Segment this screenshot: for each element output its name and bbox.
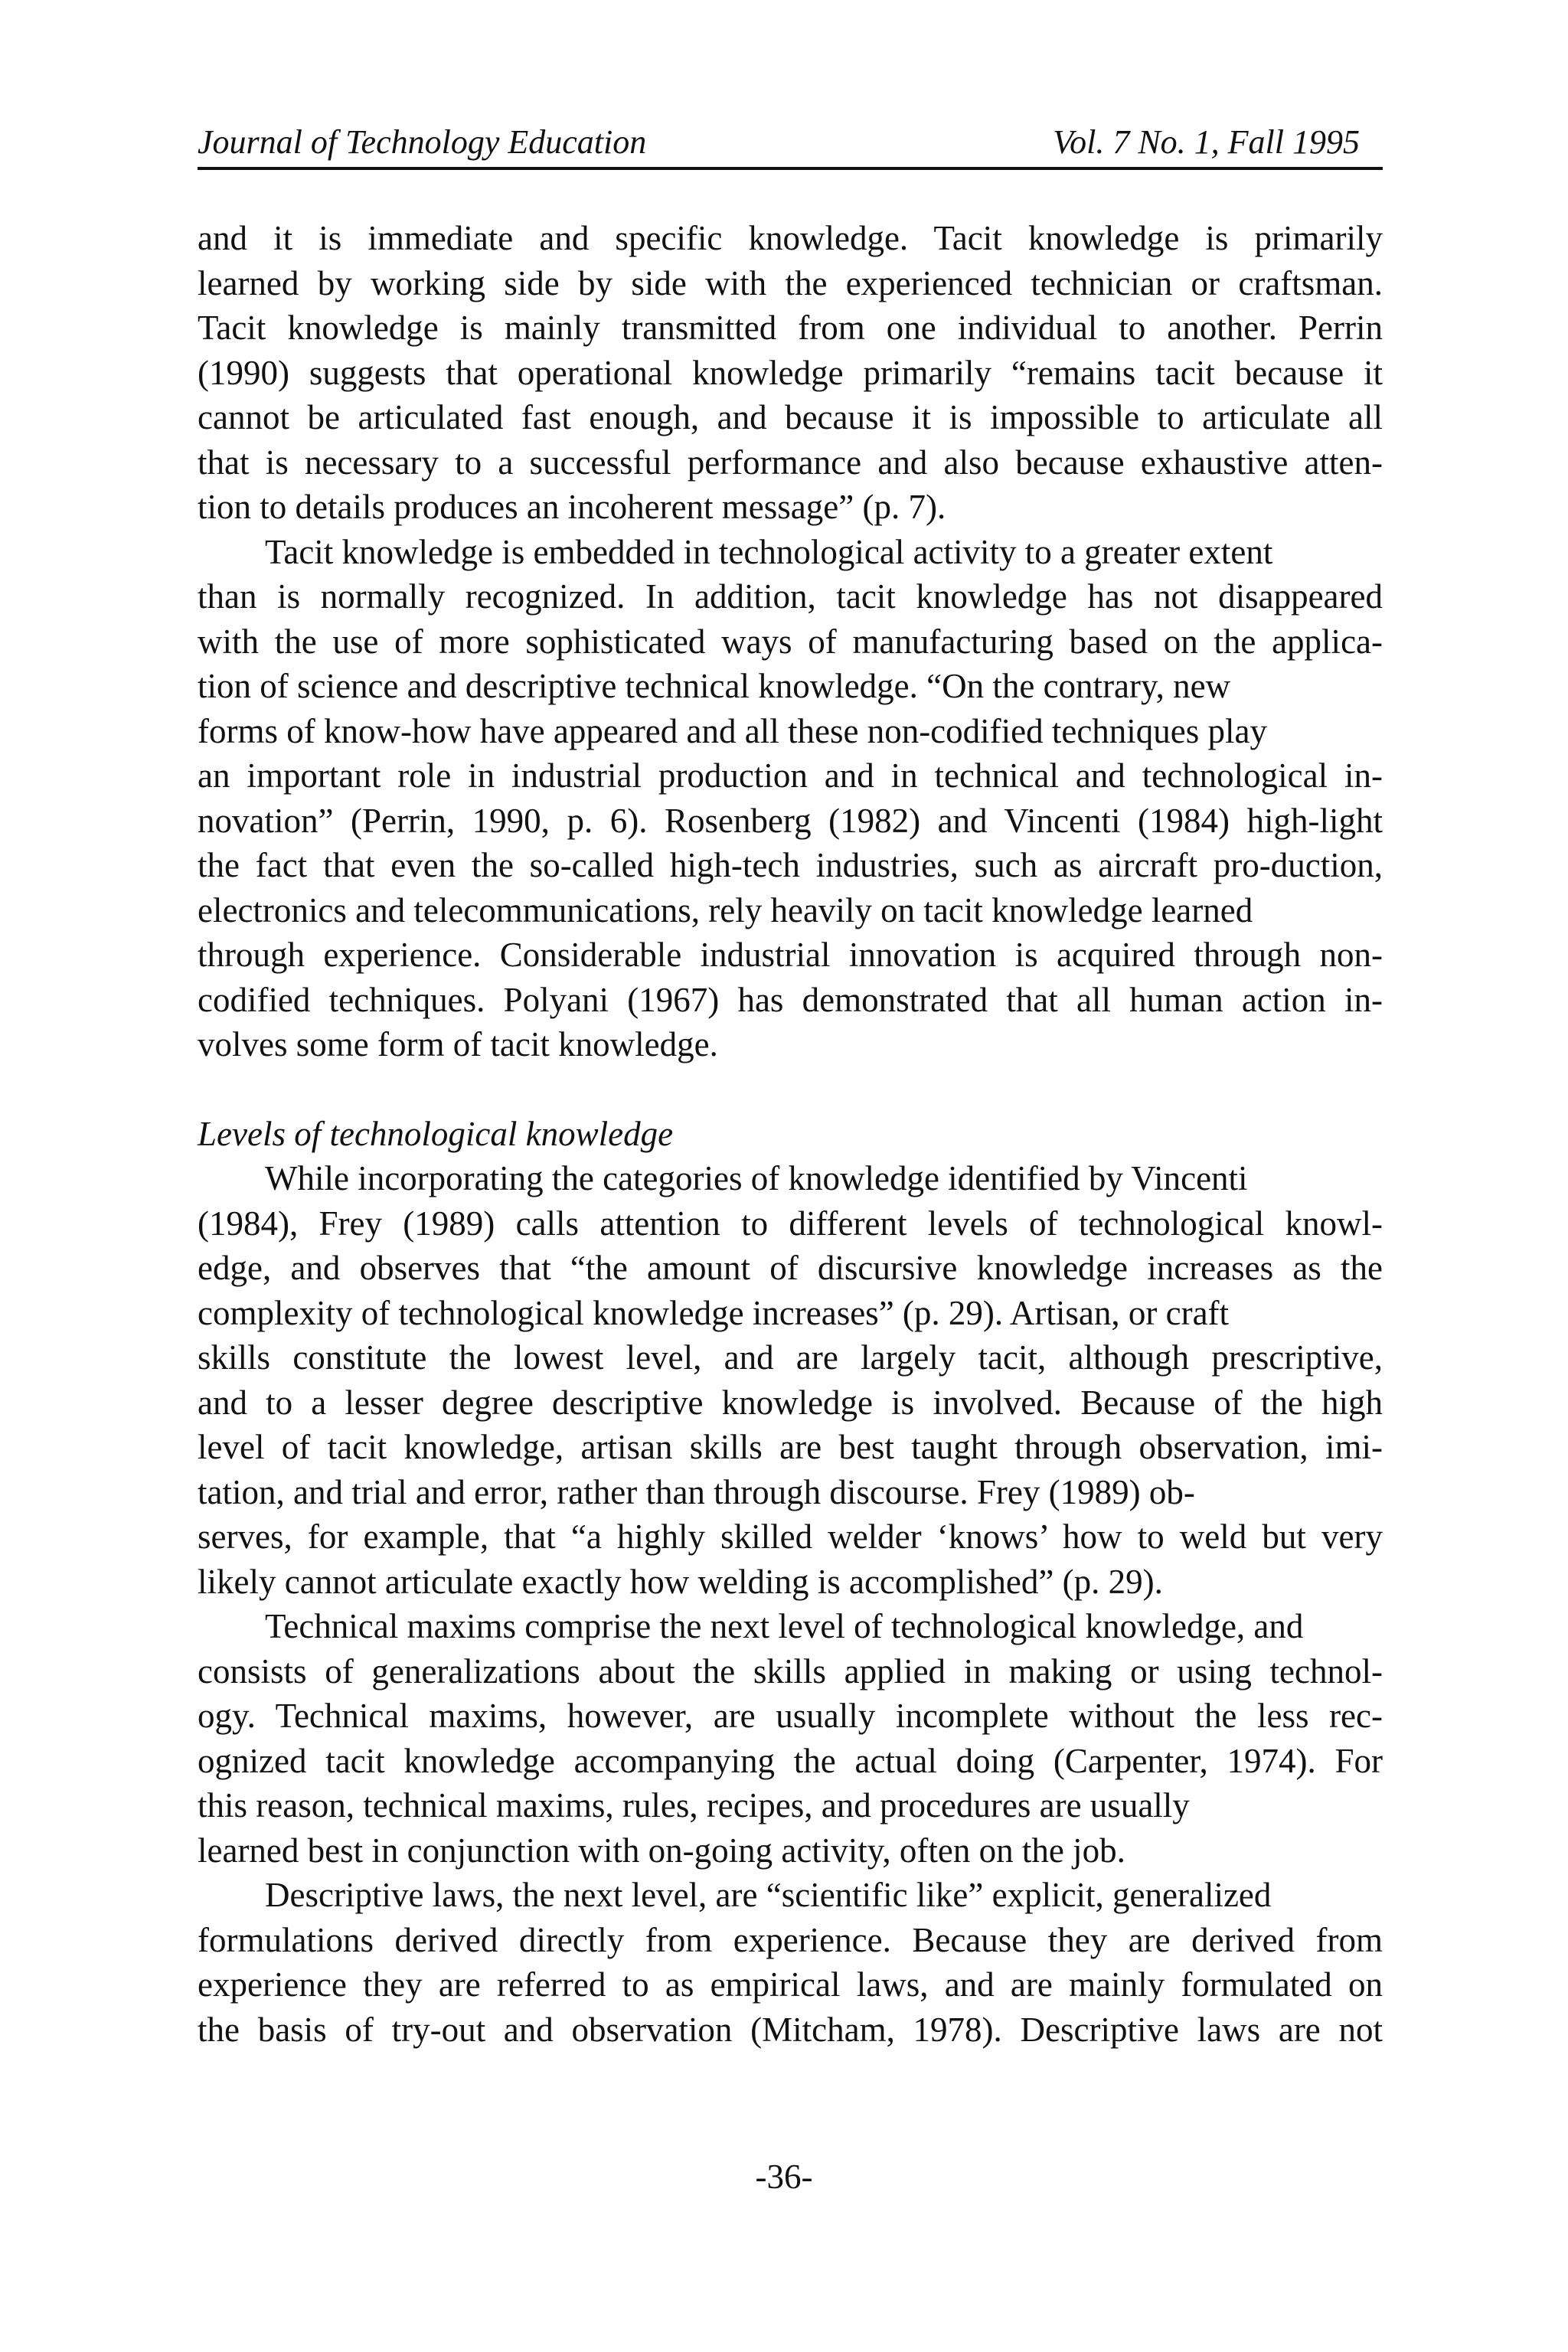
body-line: serves, for example, that “a highly skilled welder ‘knows’ how to weld but very [198,1517,1383,1556]
body-line: an important role in industrial production and in technical and technological in- [198,756,1383,795]
body-line: While incorporating the categories of knowledge identified by Vincenti [265,1159,1248,1197]
body-line: complexity of technological knowledge increases” (p. 29). Artisan, or craft [198,1293,1230,1332]
body-line: Tacit knowledge is embedded in technological activity to a greater extent [265,532,1273,571]
body-line: formulations derived directly from experience. Because they are derived from [198,1920,1383,1959]
body-line: (1984), Frey (1989) calls attention to different levels of technological knowl- [198,1204,1383,1243]
body-line: through experience. Considerable industrial innovation is acquired through non- [198,936,1383,974]
body-line: ogy. Technical maxims, however, are usually incomplete without the less rec- [198,1697,1383,1735]
body-line: and it is immediate and specific knowledge. Tacit knowledge is primarily [198,219,1383,257]
body-line: novation” (Perrin, 1990, p. 6). Rosenberg (1982) and Vincenti (1984) high-light [198,801,1383,840]
body-line: edge, and observes that “the amount of discursive knowledge increases as the [198,1249,1383,1287]
body-line: electronics and telecommunications, rely heavily on tacit knowledge learned [198,890,1253,929]
body-line: and to a lesser degree descriptive knowledge is involved. Because of the high [198,1383,1383,1422]
body-line: the basis of try-out and observation (Mitcham, 1978). Descriptive laws are not [198,2010,1383,2049]
body-line: level of tacit knowledge, artisan skills are best taught through observation, imi- [198,1428,1383,1466]
running-header [198,121,1383,170]
body-line: than is normally recognized. In addition, tacit knowledge has not disappeared [198,577,1383,616]
body-line: Technical maxims comprise the next level of technological knowledge, and [265,1607,1304,1645]
body-line: tion to details produces an incoherent message” (p. 7). [198,488,946,526]
article-body [198,216,1383,2052]
body-line: consists of generalizations about the skills applied in making or using technol- [198,1651,1383,1690]
page-number: -36- [755,2158,813,2196]
body-line: codified techniques. Polyani (1967) has demonstrated that all human action in- [198,980,1383,1019]
body-line: tation, and trial and error, rather than through discourse. Frey (1989) ob- [198,1472,1195,1511]
body-line: cannot be articulated fast enough, and because it is impossible to articulate all [198,398,1383,436]
volume-issue: Vol. 7 No. 1, Fall 1995 [1053,123,1360,161]
body-line: this reason, technical maxims, rules, recipes, and procedures are usually [198,1786,1190,1824]
body-line: forms of know-how have appeared and all these non-codified techniques play [198,711,1268,750]
body-line: skills constitute the lowest level, and are largely tacit, although prescriptive, [198,1338,1383,1377]
body-line: learned by working side by side with the experienced technician or craftsman. [198,263,1383,302]
section-heading: Levels of technological knowledge [198,1114,674,1153]
journal-title: Journal of Technology Education [198,123,647,161]
body-line: learned best in conjunction with on-going activity, often on the job. [198,1831,1125,1870]
body-line: volves some form of tacit knowledge. [198,1025,718,1063]
body-line: likely cannot articulate exactly how welding is accomplished” (p. 29). [198,1562,1163,1601]
body-line: Descriptive laws, the next level, are “scientific like” explicit, generalized [265,1876,1272,1914]
body-line: (1990) suggests that operational knowledge primarily “remains tacit because it [198,353,1383,392]
paragraph-gap [198,1067,1383,1112]
body-line: Tacit knowledge is mainly transmitted from one individual to another. Perrin [198,309,1383,347]
body-line: experience they are referred to as empirical laws, and are mainly formulated on [198,1965,1383,2004]
body-line: with the use of more sophisticated ways of manufacturing based on the applica- [198,622,1383,661]
body-line: ognized tacit knowledge accompanying the actual doing (Carpenter, 1974). For [198,1741,1383,1780]
body-line: that is necessary to a successful performance and also because exhaustive atten- [198,443,1383,482]
body-line: tion of science and descriptive technical knowledge. “On the contrary, new [198,667,1231,705]
body-line: the fact that even the so-called high-tech industries, such as aircraft pro-duction, [198,846,1383,884]
